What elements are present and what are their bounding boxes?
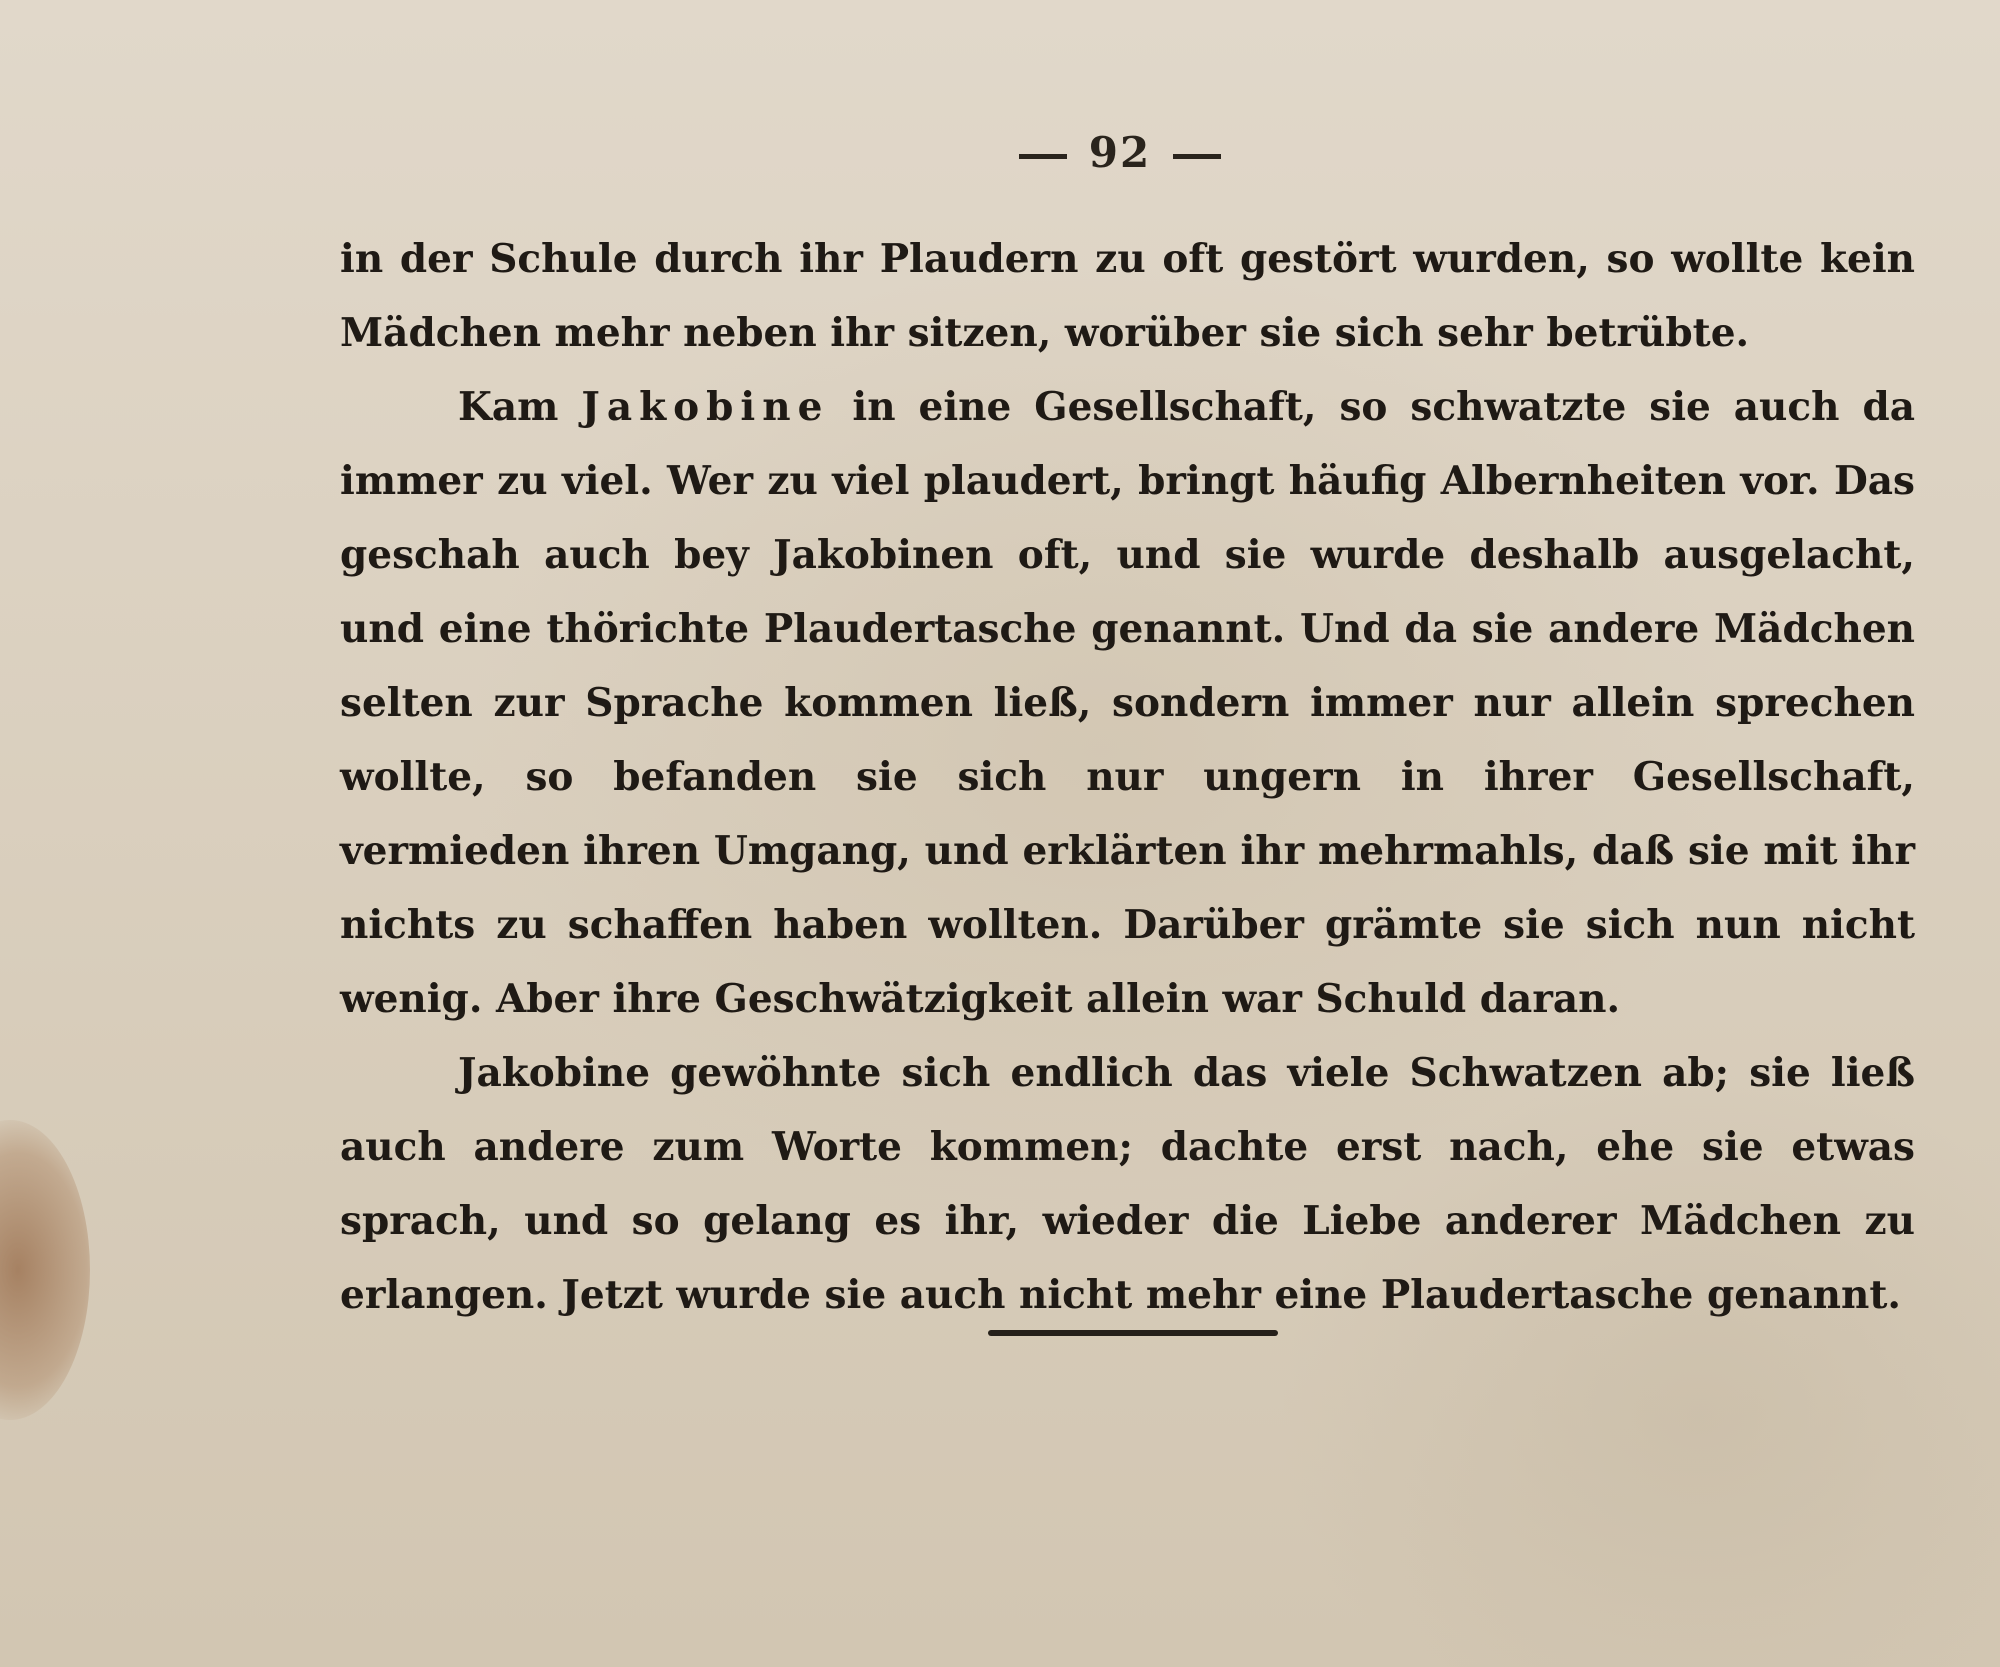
paragraph-2-lead: Kam (458, 384, 559, 430)
body-text (340, 222, 1915, 1332)
paragraph-1-text: in der Schule durch ihr Plaudern zu oft gestört wurden, so wollte kein Mädchen mehr neben ihr sitzen, worüber sie sich sehr betrübte. (340, 236, 1915, 356)
paragraph-1 (340, 222, 1915, 370)
header-dash-right (1173, 154, 1221, 159)
paragraph-2-text: in eine Gesellschaft, so schwatzte sie auch da immer zu viel. Wer zu viel plaudert, bringt häufig Albernheiten vor. Das geschah auch bey Jakobinen oft, und sie wurde deshalb ausgelacht, und eine thörichte Plaudertasche genannt. Und da sie andere Mädchen selten zur Sprache kommen ließ, sondern immer nur allein sprechen wollte, so befanden sie sich nur ungern in ihrer Gesellschaft, vermieden ihren Umgang, und erklärten ihr mehrmahls, daß sie mit ihr nichts zu schaffen haben wollten. Darüber grämte sie sich nun nicht wenig. Aber ihre Geschwätzigkeit allein war Schuld daran. (340, 384, 1916, 1022)
paragraph-2 (340, 370, 1915, 1036)
paragraph-2-name: Jakobine (581, 384, 830, 430)
paragraph-3-text: Jakobine gewöhnte sich endlich das viele Schwatzen ab; sie ließ auch andere zum Worte kommen; dachte erst nach, ehe sie etwas sprach, und so gelang es ihr, wieder die Liebe anderer Mädchen zu erlangen. Jetzt wurde sie auch nicht mehr eine Plaudertasche genannt. (340, 1050, 1915, 1318)
paragraph-3 (340, 1036, 1915, 1332)
page-number: 92 (1088, 128, 1152, 177)
end-rule (988, 1330, 1278, 1336)
paper-stain (0, 1120, 90, 1420)
page-header (990, 128, 1250, 177)
header-dash-left (1019, 154, 1067, 159)
